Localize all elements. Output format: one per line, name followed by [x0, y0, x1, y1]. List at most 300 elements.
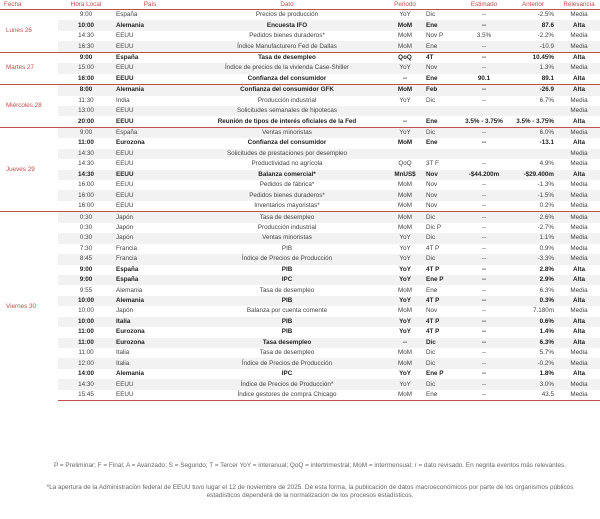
cell-dato: Pedidos bienes duraderos* — [186, 190, 388, 200]
cell-estimado: -- — [460, 85, 508, 96]
cell-pais: EEUU — [114, 41, 186, 52]
table-row — [0, 306, 600, 316]
cell-anterior: 2.8% — [539, 265, 554, 273]
cell-periodo: YoY — [388, 233, 422, 243]
cell-pais: España — [116, 11, 138, 19]
table-row — [0, 338, 600, 348]
cell-estimado: 3.5% - 3.75% — [465, 117, 503, 125]
cell-anterior: 1.4% — [539, 328, 554, 336]
table-row — [0, 212, 600, 223]
cell-relevancia: Media — [558, 63, 600, 73]
cell-periodo: YoY — [399, 265, 411, 273]
cell-anterior: 0.3% — [508, 296, 558, 306]
cell-relevancia: Media — [558, 212, 600, 223]
cell-periodo-eval: Dic — [422, 358, 460, 368]
cell-periodo: QoQ — [388, 52, 422, 63]
cell-anterior: -26.9 — [508, 85, 558, 96]
cell-periodo-eval: Ene — [422, 390, 460, 401]
cell-estimado: -$44.200m — [460, 170, 508, 180]
cell-periodo-eval: Dic — [422, 233, 460, 243]
cell-pais: Alemania — [116, 286, 143, 294]
cell-hora: 10:00 — [58, 317, 114, 327]
cell-dato: Tasa de desempleo — [186, 212, 388, 223]
cell-hora: 9:00 — [79, 11, 93, 19]
table-row — [0, 170, 600, 180]
cell-pais: Eurozona — [116, 139, 145, 147]
cell-periodo: YoY — [388, 127, 422, 138]
cell-periodo-eval: Dic — [422, 127, 460, 138]
cell-dato: IPC — [186, 275, 388, 285]
cell-estimado: -- — [460, 317, 508, 327]
cell-estimado: -- — [460, 254, 508, 264]
cell-relevancia: Media — [558, 127, 600, 138]
table-row — [0, 138, 600, 148]
cell-periodo: YoY — [399, 96, 411, 104]
cell-dato: PIB — [281, 328, 293, 336]
cell-anterior: 6.3% — [539, 286, 554, 294]
cell-dato: Ventas minoristas — [186, 127, 388, 138]
cell-relevancia: Media — [570, 160, 588, 168]
cell-estimado: -- — [460, 212, 508, 223]
cell-hora: 15:00 — [58, 63, 114, 73]
cell-relevancia: Media — [570, 223, 588, 231]
cell-periodo: YoY — [388, 275, 422, 285]
cell-pais: Japón — [114, 233, 186, 243]
cell-anterior: -3.3% — [508, 254, 558, 264]
cell-relevancia: Media — [570, 307, 588, 315]
header-fecha: Fecha — [0, 0, 58, 10]
cell-periodo: MoM — [398, 307, 412, 315]
cell-periodo-eval: Ene — [426, 117, 438, 125]
cell-periodo: YoY — [388, 63, 422, 73]
cell-dato: Confianza del consumidor — [247, 139, 327, 147]
cell-pais: EEUU — [116, 181, 134, 189]
cell-estimado: -- — [481, 349, 487, 357]
cell-anterior: 7.180m — [532, 307, 554, 315]
table-row — [0, 149, 600, 159]
cell-pais: Alemania — [114, 85, 186, 96]
cell-periodo-eval: Dic — [426, 96, 436, 104]
cell-periodo-eval: Dic — [422, 338, 460, 348]
header-pais: País — [114, 0, 186, 10]
table-header — [0, 0, 600, 10]
cell-periodo: MoM — [398, 223, 412, 231]
cell-dato: Tasa de desempleo — [186, 52, 388, 63]
table-row — [0, 390, 600, 401]
cell-estimado: -- — [460, 338, 508, 348]
cell-dato: Balanza por cuenta comente — [246, 307, 328, 315]
cell-pais: España — [114, 52, 186, 63]
table-row — [0, 296, 600, 306]
header-dato: Dato — [186, 0, 388, 10]
cell-hora: 14:30 — [78, 160, 94, 168]
cell-estimado: -- — [481, 202, 487, 210]
cell-periodo-eval: Nov — [422, 190, 460, 200]
cell-dato: Índice Manufacturero Fed de Dallas — [186, 41, 388, 52]
cell-relevancia: Media — [558, 390, 600, 401]
cell-anterior: -10.9 — [508, 41, 558, 52]
cell-pais: EEUU — [114, 379, 186, 389]
cell-hora: 9:00 — [79, 265, 93, 273]
cell-estimado: -- — [460, 63, 508, 73]
cell-periodo-eval: Dic — [422, 379, 460, 389]
cell-dato: Índice de Precios de Producción* — [186, 379, 388, 389]
cell-estimado: -- — [481, 11, 487, 19]
cell-hora: 16:30 — [58, 41, 114, 52]
cell-dato: Tasa de desempleo — [259, 349, 315, 357]
cell-periodo — [388, 106, 422, 116]
table-row — [0, 31, 600, 41]
cell-periodo: YoY — [388, 317, 422, 327]
cell-dato: Inventarios mayoristas* — [254, 202, 320, 210]
cell-hora: 16:00 — [78, 202, 94, 210]
table-row — [0, 74, 600, 85]
cell-periodo: YoY — [388, 379, 422, 389]
cell-pais: Eurozona — [116, 328, 145, 336]
cell-anterior: 1.3% — [508, 63, 558, 73]
cell-relevancia: Alta — [573, 265, 585, 273]
cell-relevancia: Media — [558, 149, 600, 159]
table-row — [0, 106, 600, 116]
cell-periodo: MoM — [397, 139, 413, 147]
cell-pais: India — [116, 96, 130, 104]
cell-relevancia: Media — [558, 254, 600, 264]
cell-relevancia: Alta — [558, 20, 600, 30]
cell-dato: Confianza del consumidor GFK — [186, 85, 388, 96]
cell-dato: Pedidos de fábrica* — [259, 181, 315, 189]
cell-dato: Tasa de desempleo — [259, 286, 315, 294]
cell-anterior: 43.5 — [508, 390, 558, 401]
table-row — [0, 159, 600, 169]
cell-periodo: YoY — [399, 370, 411, 378]
cell-estimado: -- — [460, 20, 508, 30]
header-hora: Hora Local — [58, 0, 114, 10]
cell-relevancia: Alta — [558, 338, 600, 348]
table-row — [0, 116, 600, 127]
cell-estimado: -- — [481, 328, 487, 336]
cell-hora: 9:55 — [79, 286, 93, 294]
cell-hora: 0:30 — [58, 212, 114, 223]
cell-relevancia: Alta — [573, 117, 585, 125]
cell-periodo: -- — [402, 74, 408, 82]
cell-anterior: 3.5% - 3.75% — [516, 117, 554, 125]
cell-relevancia: Media — [570, 349, 588, 357]
cell-pais: EEUU — [114, 170, 186, 180]
table-row — [0, 254, 600, 264]
cell-pais: España — [116, 265, 139, 273]
cell-anterior: -13.1 — [539, 139, 554, 147]
cell-periodo-eval: Ene — [426, 286, 438, 294]
cell-hora: 13:00 — [58, 106, 114, 116]
cell-relevancia: Media — [570, 286, 588, 294]
cell-periodo: MoM — [388, 41, 422, 52]
cell-periodo-eval: 4T P — [426, 265, 440, 273]
cell-periodo: MoM — [388, 85, 422, 96]
cell-hora: 9:00 — [58, 275, 114, 285]
cell-pais: Francia — [116, 244, 137, 252]
cell-pais: EEUU — [116, 160, 134, 168]
header-periodo: Periodo — [388, 0, 422, 10]
table-row — [0, 369, 600, 379]
cell-periodo — [388, 149, 422, 159]
cell-hora: 10:00 — [58, 296, 114, 306]
header-estimado: Estimado — [460, 0, 508, 10]
cell-pais: Alemania — [116, 370, 144, 378]
table-row — [0, 180, 600, 190]
table-row — [0, 63, 600, 73]
cell-relevancia: Media — [570, 181, 588, 189]
table-row — [0, 223, 600, 233]
cell-periodo-eval: Ene — [426, 139, 438, 147]
cell-periodo: MoM — [398, 286, 412, 294]
cell-fecha: Jueves 29 — [0, 127, 58, 212]
table-row — [0, 41, 600, 52]
cell-anterior: -1.5% — [508, 190, 558, 200]
cell-pais: Italia — [116, 349, 130, 357]
cell-periodo-eval: Nov P — [426, 32, 444, 40]
cell-periodo-eval: 4T P — [426, 328, 440, 336]
cell-relevancia: Alta — [558, 170, 600, 180]
cell-periodo-eval — [422, 149, 460, 159]
cell-pais: Alemania — [114, 20, 186, 30]
cell-relevancia: Media — [558, 233, 600, 243]
cell-hora: 11:30 — [78, 96, 94, 104]
cell-dato: Solicitudes semanales de hipotecas — [186, 106, 388, 116]
cell-estimado: -- — [460, 296, 508, 306]
cell-anterior: 6.3% — [508, 338, 558, 348]
cell-anterior: 6.0% — [508, 127, 558, 138]
cell-anterior: -0.2% — [508, 358, 558, 368]
cell-pais: EEUU — [114, 190, 186, 200]
cell-relevancia: Alta — [573, 328, 585, 336]
cell-hora: 14:00 — [77, 370, 95, 378]
cell-dato: Índice de Precios de Producción — [186, 254, 388, 264]
footnote: *La apertura de la Administración federal de EEUU tuvo lugar el 12 de noviembre de 2025. De esta forma, la publicación de datos macroeconómicos por parte de los organismos públicos estadísticos dependerá de la normalización de los procesos estadísticos. — [46, 484, 574, 499]
cell-estimado: -- — [481, 96, 487, 104]
cell-anterior: 89.1 — [541, 74, 554, 82]
cell-estimado: -- — [481, 181, 487, 189]
cell-anterior: 4.9% — [539, 160, 554, 168]
legend-note: P = Preliminar; F = Final; A = Avanzado; S = Segundo; T = Tercer YoY = interanual; QoQ = intertrimestral; MoM = intermensual; r = dato revisado. En negrita eventos más relevantes. — [53, 462, 567, 469]
cell-hora: 14:30 — [58, 149, 114, 159]
cell-pais: Japón — [114, 212, 186, 223]
cell-estimado: -- — [460, 358, 508, 368]
cell-periodo-eval: Ene — [422, 41, 460, 52]
cell-periodo-eval: Feb — [422, 85, 460, 96]
cell-estimado: -- — [481, 244, 487, 252]
cell-pais: Japón — [116, 223, 134, 231]
cell-dato: Producción industrial — [257, 223, 317, 231]
cell-anterior — [508, 106, 558, 116]
cell-hora: 8:45 — [58, 254, 114, 264]
cell-relevancia: Media — [570, 244, 588, 252]
cell-periodo: MoM — [388, 20, 422, 30]
cell-hora: 16:00 — [58, 190, 114, 200]
cell-relevancia: Alta — [573, 74, 585, 82]
cell-fecha: Miércoles 28 — [0, 85, 58, 128]
cell-periodo-eval: 4T P — [426, 244, 440, 252]
cell-periodo: MoM — [398, 181, 412, 189]
cell-pais: Japón — [116, 307, 134, 315]
cell-hora: 14:30 — [78, 32, 94, 40]
cell-estimado: -- — [460, 390, 508, 401]
cell-dato: Productividad no agrícola — [251, 160, 323, 168]
cell-estimado: -- — [481, 160, 487, 168]
table-row — [0, 265, 600, 275]
cell-dato: Índice gestores de compra Chicago — [186, 390, 388, 401]
cell-relevancia: Alta — [558, 296, 600, 306]
cell-anterior: 3.0% — [508, 379, 558, 389]
table-row — [0, 317, 600, 327]
cell-hora: 12:00 — [58, 358, 114, 368]
cell-relevancia: Media — [570, 96, 588, 104]
cell-periodo: MnUS$ — [388, 170, 422, 180]
cell-estimado — [460, 149, 508, 159]
cell-periodo: MoM — [398, 349, 412, 357]
cell-periodo-eval: Ene — [426, 74, 438, 82]
cell-hora: 10:00 — [58, 20, 114, 30]
cell-estimado: -- — [481, 223, 487, 231]
cell-anterior: 0.6% — [508, 317, 558, 327]
cell-hora: 9:00 — [58, 127, 114, 138]
cell-dato: Balanza comercial* — [186, 170, 388, 180]
cell-anterior: -2.7% — [537, 223, 554, 231]
cell-relevancia: Alta — [558, 317, 600, 327]
cell-hora: 14:30 — [58, 170, 114, 180]
table-row — [0, 10, 600, 21]
cell-anterior: 6.7% — [539, 96, 554, 104]
cell-dato: Confianza del consumidor — [247, 74, 327, 82]
cell-estimado: -- — [481, 307, 487, 315]
cell-anterior: 5.7% — [539, 349, 554, 357]
cell-relevancia: Media — [558, 41, 600, 52]
cell-fecha: Viernes 30 — [0, 212, 58, 401]
cell-hora: 0:30 — [58, 233, 114, 243]
cell-anterior: -1.3% — [537, 181, 554, 189]
cell-relevancia: Media — [570, 11, 588, 19]
cell-periodo-eval: Nov — [422, 63, 460, 73]
table-row — [0, 52, 600, 63]
cell-periodo-eval: 4T — [422, 52, 460, 63]
cell-periodo-eval: Dic — [422, 254, 460, 264]
cell-anterior: 0.9% — [539, 244, 554, 252]
cell-pais: EEUU — [114, 106, 186, 116]
table-row — [0, 348, 600, 358]
cell-relevancia: Media — [570, 202, 588, 210]
cell-relevancia: Media — [558, 358, 600, 368]
cell-hora: 9:00 — [58, 52, 114, 63]
cell-pais: EEUU — [116, 202, 134, 210]
table-row — [0, 275, 600, 285]
cell-periodo-eval: Nov — [426, 307, 438, 315]
cell-pais: EEUU — [116, 74, 134, 82]
cell-relevancia: Alta — [558, 275, 600, 285]
cell-anterior: 10.45% — [508, 52, 558, 63]
cell-anterior: 1.1% — [508, 233, 558, 243]
cell-periodo: MoM — [398, 32, 412, 40]
cell-dato: IPC — [281, 370, 293, 378]
cell-periodo-eval: Nov — [422, 170, 460, 180]
cell-periodo-eval: Ene — [422, 20, 460, 30]
cell-periodo: YoY — [388, 254, 422, 264]
table-row — [0, 244, 600, 254]
cell-hora: 16:00 — [78, 181, 94, 189]
cell-pais: EEUU — [114, 149, 186, 159]
header-anterior: Anterior — [508, 0, 558, 10]
table-body — [0, 10, 600, 401]
cell-relevancia: Alta — [573, 139, 585, 147]
table-row — [0, 233, 600, 243]
table-row — [0, 190, 600, 200]
cell-relevancia: Media — [558, 379, 600, 389]
cell-estimado: -- — [460, 190, 508, 200]
header-relevancia: Relevancia — [558, 0, 600, 10]
cell-periodo: MoM — [388, 190, 422, 200]
cell-periodo: YoY — [399, 11, 411, 19]
table-row — [0, 358, 600, 368]
cell-relevancia: Media — [558, 106, 600, 116]
cell-anterior: 2.6% — [508, 212, 558, 223]
cell-periodo-eval: Nov — [426, 181, 438, 189]
cell-periodo-eval: 3T F — [426, 160, 439, 168]
cell-dato: Encuesta IFO — [186, 20, 388, 30]
cell-hora: 16:00 — [77, 74, 95, 82]
cell-dato: PIB — [186, 296, 388, 306]
cell-pais: EEUU — [114, 63, 186, 73]
cell-anterior: -$29.400m — [508, 170, 558, 180]
cell-periodo: QoQ — [398, 160, 412, 168]
cell-hora: 20:00 — [77, 117, 95, 125]
cell-hora: 11:00 — [78, 139, 94, 147]
cell-dato: PIB — [281, 244, 293, 252]
cell-relevancia: Media — [570, 32, 588, 40]
cell-pais: Francia — [114, 254, 186, 264]
cell-periodo: MoM — [398, 202, 412, 210]
cell-dato: Ventas minoristas — [186, 233, 388, 243]
cell-periodo-eval: Nov — [426, 202, 438, 210]
cell-estimado: -- — [460, 275, 508, 285]
table-row — [0, 20, 600, 30]
cell-hora: 10:00 — [78, 307, 94, 315]
cell-dato: PIB — [281, 265, 293, 273]
cell-estimado: -- — [460, 379, 508, 389]
cell-periodo: YoY — [388, 296, 422, 306]
header-periodo-eval — [422, 0, 460, 10]
cell-estimado: -- — [481, 370, 487, 378]
cell-periodo: YoY — [399, 328, 411, 336]
cell-periodo: MoM — [388, 390, 422, 401]
cell-estimado — [460, 106, 508, 116]
cell-anterior: 2.9% — [508, 275, 558, 285]
cell-anterior — [508, 149, 558, 159]
cell-estimado: 3.5% — [476, 32, 492, 40]
cell-dato: Reunión de tipos de interés oficiales de la Fed — [217, 117, 357, 125]
cell-periodo-eval: Dic — [426, 349, 436, 357]
table-row — [0, 85, 600, 96]
cell-hora: 0:30 — [79, 223, 93, 231]
cell-estimado: 90.1 — [477, 74, 491, 82]
cell-periodo: MoM — [388, 358, 422, 368]
table-row — [0, 201, 600, 212]
cell-dato: Precios de producción — [255, 11, 319, 19]
cell-dato: Pedidos bienes duraderos* — [249, 32, 325, 40]
cell-hora: 15:45 — [58, 390, 114, 401]
cell-hora: 11:00 — [78, 349, 94, 357]
cell-dato: Solicitudes de prestaciones por desempleo — [186, 149, 388, 159]
cell-periodo-eval: Ene P — [422, 275, 460, 285]
cell-estimado: -- — [481, 265, 487, 273]
cell-dato: Índice de Precios de Producción — [186, 358, 388, 368]
